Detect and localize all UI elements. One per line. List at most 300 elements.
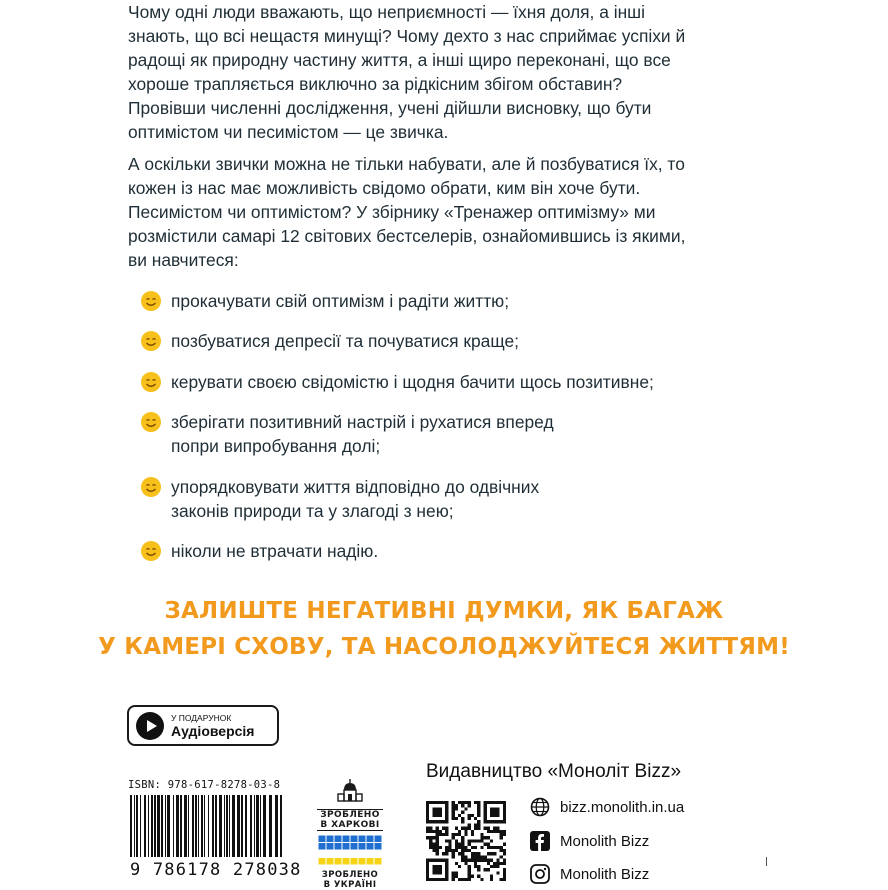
barcode-bar xyxy=(260,795,261,857)
qr-module xyxy=(455,817,458,820)
qr-module xyxy=(436,852,439,855)
qr-module xyxy=(487,852,490,855)
facebook-icon xyxy=(530,831,550,851)
ukraine-flag-icon xyxy=(318,835,382,865)
qr-module xyxy=(461,827,464,830)
qr-module xyxy=(436,814,439,817)
qr-module xyxy=(432,801,435,804)
qr-module xyxy=(503,833,506,836)
qr-module xyxy=(445,846,448,849)
qr-module xyxy=(474,839,477,842)
barcode-bar xyxy=(212,795,214,857)
barcode-digits: 9 786178 278038 xyxy=(130,860,302,880)
qr-module xyxy=(474,852,477,855)
qr-module xyxy=(432,811,435,814)
barcode-bar xyxy=(195,795,197,857)
qr-module xyxy=(493,846,496,849)
qr-module xyxy=(464,878,467,881)
barcode xyxy=(128,795,286,859)
qr-module xyxy=(474,865,477,868)
qr-module xyxy=(461,801,464,804)
qr-module xyxy=(455,839,458,842)
qr-module xyxy=(452,875,455,878)
smiley-icon xyxy=(140,540,162,562)
qr-module xyxy=(487,859,490,862)
qr-module xyxy=(474,823,477,826)
qr-module xyxy=(439,846,442,849)
qr-module xyxy=(487,836,490,839)
qr-module xyxy=(445,830,448,833)
list-item xyxy=(140,539,700,563)
qr-module xyxy=(455,827,458,830)
qr-module xyxy=(445,859,448,862)
flag-blue-cell xyxy=(319,843,326,850)
qr-module xyxy=(490,811,493,814)
qr-module xyxy=(464,859,467,862)
qr-module xyxy=(503,807,506,810)
smiley-icon xyxy=(140,411,162,433)
qr-module xyxy=(484,843,487,846)
qr-module xyxy=(458,830,461,833)
qr-module xyxy=(484,859,487,862)
qr-module xyxy=(487,843,490,846)
qr-module xyxy=(471,839,474,842)
qr-module xyxy=(448,843,451,846)
qr-module xyxy=(474,817,477,820)
qr-module xyxy=(426,859,429,862)
qr-module xyxy=(496,811,499,814)
qr-module xyxy=(452,801,455,804)
barcode-bar xyxy=(224,795,225,857)
qr-module xyxy=(468,814,471,817)
qr-module xyxy=(439,814,442,817)
qr-module xyxy=(503,804,506,807)
qr-module xyxy=(436,871,439,874)
qr-module xyxy=(461,836,464,839)
list-item-text: керувати своєю свідомістю і щодня бачити щось позитивне; xyxy=(171,372,654,392)
qr-module xyxy=(445,875,448,878)
qr-module xyxy=(468,849,471,852)
flag-blue-cell xyxy=(335,843,342,850)
qr-module xyxy=(496,830,499,833)
qr-module xyxy=(426,827,429,830)
qr-module xyxy=(426,811,429,814)
qr-module xyxy=(496,846,499,849)
flag-blue-cell xyxy=(343,836,350,843)
qr-module xyxy=(436,820,439,823)
qr-module xyxy=(471,875,474,878)
barcode-bar xyxy=(154,795,156,857)
qr-module xyxy=(461,820,464,823)
qr-module xyxy=(432,859,435,862)
qr-module xyxy=(458,801,461,804)
qr-module xyxy=(464,849,467,852)
qr-module xyxy=(458,833,461,836)
qr-module xyxy=(474,827,477,830)
globe-icon xyxy=(530,797,550,817)
qr-module xyxy=(490,830,493,833)
qr-module xyxy=(487,827,490,830)
kharkiv-line-2: В ХАРКОВІ xyxy=(320,820,380,830)
barcode-bar xyxy=(140,795,141,857)
qr-module xyxy=(496,801,499,804)
qr-module xyxy=(432,846,435,849)
qr-module xyxy=(503,811,506,814)
qr-module xyxy=(496,827,499,830)
barcode-bar xyxy=(134,795,135,857)
qr-module xyxy=(464,830,467,833)
qr-module xyxy=(464,846,467,849)
qr-module xyxy=(464,855,467,858)
qr-module xyxy=(464,801,467,804)
qr-module xyxy=(500,855,503,858)
qr-module xyxy=(480,833,483,836)
qr-module xyxy=(490,865,493,868)
qr-module xyxy=(458,846,461,849)
list-item-text: ніколи не втрачати надію. xyxy=(171,541,379,561)
flag-blue-cell xyxy=(375,836,382,843)
audio-badge-caption: У ПОДАРУНОК xyxy=(171,712,232,723)
qr-module xyxy=(468,868,471,871)
qr-module xyxy=(445,807,448,810)
qr-module xyxy=(471,814,474,817)
qr-module xyxy=(484,801,487,804)
qr-module xyxy=(426,868,429,871)
qr-module xyxy=(503,862,506,865)
qr-module xyxy=(477,839,480,842)
qr-module xyxy=(461,859,464,862)
qr-module xyxy=(503,852,506,855)
flag-blue-cell xyxy=(359,843,366,850)
isbn: ISBN: 978-617-8278-03-8 xyxy=(128,779,281,791)
qr-module xyxy=(455,875,458,878)
qr-module xyxy=(487,862,490,865)
qr-module xyxy=(480,878,483,881)
smiley-icon xyxy=(140,476,162,498)
qr-module xyxy=(445,865,448,868)
qr-module xyxy=(490,875,493,878)
qr-module xyxy=(493,827,496,830)
qr-module xyxy=(439,807,442,810)
qr-module xyxy=(474,846,477,849)
qr-module xyxy=(442,801,445,804)
audio-badge-title: Аудіоверсія xyxy=(171,722,255,739)
qr-module xyxy=(436,830,439,833)
qr-module xyxy=(484,804,487,807)
qr-module xyxy=(484,868,487,871)
qr-module xyxy=(426,801,429,804)
instagram-label: Monolith Bizz xyxy=(560,865,650,883)
qr-module xyxy=(484,814,487,817)
qr-module xyxy=(496,859,499,862)
qr-module xyxy=(426,814,429,817)
qr-module xyxy=(484,807,487,810)
qr-module xyxy=(432,830,435,833)
qr-module xyxy=(484,836,487,839)
barcode-bar xyxy=(232,795,235,857)
facebook-label: Monolith Bizz xyxy=(560,832,650,850)
barcode-bar xyxy=(180,795,182,857)
qr-module xyxy=(432,814,435,817)
list-item xyxy=(140,289,700,313)
qr-module xyxy=(448,839,451,842)
qr-module xyxy=(426,878,429,881)
qr-module xyxy=(480,846,483,849)
qr-module xyxy=(439,868,442,871)
qr-module xyxy=(445,801,448,804)
qr-module xyxy=(493,865,496,868)
audio-version-badge xyxy=(127,705,279,746)
flag-blue-cell xyxy=(367,836,374,843)
qr-module xyxy=(493,814,496,817)
qr-module xyxy=(452,833,455,836)
qr-module xyxy=(496,820,499,823)
qr-module xyxy=(503,875,506,878)
qr-module xyxy=(500,833,503,836)
qr-module xyxy=(484,820,487,823)
qr-module xyxy=(426,830,429,833)
smiley-icon xyxy=(140,371,162,393)
qr-module xyxy=(436,859,439,862)
qr-module xyxy=(464,807,467,810)
qr-module xyxy=(503,849,506,852)
qr-module xyxy=(480,859,483,862)
qr-module xyxy=(493,811,496,814)
qr-module xyxy=(439,871,442,874)
qr-module xyxy=(439,859,442,862)
list-item-text: позбуватися депресії та почуватися краще; xyxy=(171,331,519,351)
barcode-bar xyxy=(184,795,187,857)
qr-module xyxy=(468,859,471,862)
qr-module xyxy=(496,865,499,868)
qr-module xyxy=(439,865,442,868)
intro-paragraph-1: Чому одні люди вважають, що неприємності — їхня доля, а інші знають, що всі нещастя минущі? Чому дехто з нас сприймає успіхи й радощі як природну частину життя, а інші щиро переконані, що все хороше трапляється виключно за рідкісним збігом обставин? Провівши численні дослідження, учені дійшли висновку, що бути оптимістом чи песимістом — це звичка. xyxy=(128,2,686,142)
qr-module xyxy=(436,868,439,871)
barcode-bar xyxy=(215,795,217,857)
qr-module xyxy=(500,849,503,852)
instagram-link[interactable] xyxy=(530,864,649,884)
qr-module xyxy=(429,827,432,830)
barcode-bar xyxy=(263,795,266,857)
flag-blue-cell xyxy=(367,843,374,850)
barcode-bar xyxy=(151,795,153,857)
barcode-bar xyxy=(241,795,243,857)
qr-module xyxy=(442,833,445,836)
qr-module xyxy=(468,817,471,820)
barcode-bar xyxy=(256,795,259,857)
qr-module xyxy=(436,849,439,852)
barcode-bar xyxy=(161,795,163,857)
qr-module xyxy=(442,827,445,830)
kharkiv-line-1: ЗРОБЛЕНО xyxy=(320,810,380,820)
qr-module xyxy=(432,807,435,810)
qr-module xyxy=(500,830,503,833)
barcode-bar xyxy=(226,795,228,857)
qr-module xyxy=(484,811,487,814)
website-link[interactable] xyxy=(530,797,684,817)
qr-module xyxy=(496,871,499,874)
flag-blue-cell xyxy=(335,836,342,843)
intro-paragraph-2: А оскільки звички можна не тільки набувати, але й позбуватися їх, то кожен із нас має можливість свідомо обрати, ким він хоче бути. Песимістом чи оптимістом? У збірнику «Тренажер оптимізму» ми розмістили самарі 12 світових бестселерів, ознайомившись із якими, ви навчитеся: xyxy=(128,154,686,270)
qr-module xyxy=(432,836,435,839)
barcode-bar xyxy=(208,795,209,857)
qr-module xyxy=(429,843,432,846)
qr-module xyxy=(452,807,455,810)
flag-blue-cell xyxy=(351,843,358,850)
qr-module xyxy=(474,859,477,862)
qr-module xyxy=(477,820,480,823)
instagram-icon xyxy=(530,864,550,884)
qr-module xyxy=(445,839,448,842)
list-item xyxy=(140,410,560,458)
slogan-line-2: У КАМЕРІ СХОВУ, ТА НАСОЛОДЖУЙТЕСЯ ЖИТТЯМ! xyxy=(98,634,790,660)
qr-module xyxy=(458,852,461,855)
qr-module xyxy=(452,849,455,852)
qr-module xyxy=(436,807,439,810)
barcode-bar xyxy=(136,795,138,857)
qr-module xyxy=(490,801,493,804)
barcode-bar xyxy=(144,795,146,857)
qr-module xyxy=(500,846,503,849)
qr-module xyxy=(458,814,461,817)
qr-module xyxy=(445,804,448,807)
qr-module xyxy=(464,862,467,865)
qr-module xyxy=(426,820,429,823)
list-item xyxy=(140,329,700,353)
barcode-bar xyxy=(219,795,222,857)
qr-module xyxy=(468,804,471,807)
qr-module xyxy=(503,820,506,823)
qr-module xyxy=(432,871,435,874)
smiley-icon xyxy=(140,330,162,352)
qr-module xyxy=(426,865,429,868)
qr-module xyxy=(455,871,458,874)
qr-module xyxy=(477,811,480,814)
qr-module xyxy=(468,801,471,804)
qr-module xyxy=(480,836,483,839)
qr-module xyxy=(468,827,471,830)
qr-module xyxy=(500,862,503,865)
qr-module xyxy=(490,807,493,810)
qr-module xyxy=(452,811,455,814)
qr-module xyxy=(503,843,506,846)
qr-module xyxy=(439,833,442,836)
qr-module xyxy=(436,843,439,846)
qr-module xyxy=(432,865,435,868)
qr-module xyxy=(452,817,455,820)
qr-module xyxy=(461,811,464,814)
qr-module xyxy=(436,811,439,814)
list-item-text: упорядковувати життя відповідно до одвічних законів природи та у злагоді з нею; xyxy=(171,477,540,521)
qr-module xyxy=(477,859,480,862)
flag-yellow-cell xyxy=(375,858,382,865)
qr-module xyxy=(429,846,432,849)
qr-module xyxy=(439,878,442,881)
qr-module xyxy=(468,878,471,881)
barcode-bar xyxy=(275,795,278,857)
qr-module xyxy=(445,820,448,823)
qr-module xyxy=(439,820,442,823)
qr-module xyxy=(426,875,429,878)
qr-module xyxy=(503,859,506,862)
qr-code[interactable] xyxy=(426,801,506,881)
qr-module xyxy=(436,878,439,881)
qr-module xyxy=(426,817,429,820)
qr-module xyxy=(452,814,455,817)
qr-module xyxy=(477,804,480,807)
qr-module xyxy=(442,820,445,823)
play-icon xyxy=(136,712,164,740)
qr-module xyxy=(452,852,455,855)
qr-module xyxy=(471,833,474,836)
qr-module xyxy=(503,817,506,820)
qr-module xyxy=(487,846,490,849)
list-item-text: прокачувати свій оптимізм і радіти життю; xyxy=(171,291,510,311)
qr-module xyxy=(436,865,439,868)
qr-module xyxy=(436,833,439,836)
ukraine-line-1: ЗРОБЛЕНО xyxy=(321,870,379,880)
qr-module xyxy=(490,839,493,842)
qr-module xyxy=(445,871,448,874)
flag-blue-cell xyxy=(327,843,334,850)
qr-module xyxy=(442,878,445,881)
qr-module xyxy=(477,875,480,878)
qr-module xyxy=(445,811,448,814)
qr-module xyxy=(484,855,487,858)
barcode-bar xyxy=(173,795,174,857)
qr-module xyxy=(493,830,496,833)
qr-module xyxy=(455,846,458,849)
flag-yellow-cell xyxy=(359,858,366,865)
barcode-bar xyxy=(237,795,240,857)
qr-module xyxy=(468,865,471,868)
barcode-bar xyxy=(245,795,247,857)
qr-module xyxy=(471,855,474,858)
qr-module xyxy=(445,833,448,836)
qr-module xyxy=(452,878,455,881)
qr-module xyxy=(445,817,448,820)
qr-module xyxy=(468,839,471,842)
qr-module xyxy=(464,833,467,836)
facebook-link[interactable] xyxy=(530,831,649,851)
qr-module xyxy=(493,820,496,823)
barcode-bar xyxy=(188,795,189,857)
qr-module xyxy=(468,823,471,826)
made-in-ukraine-stamp xyxy=(318,835,382,890)
qr-module xyxy=(487,830,490,833)
qr-module xyxy=(487,820,490,823)
qr-module xyxy=(500,820,503,823)
barcode-bar xyxy=(130,795,132,857)
qr-module xyxy=(452,804,455,807)
qr-module xyxy=(455,862,458,865)
qr-module xyxy=(426,862,429,865)
qr-module xyxy=(503,830,506,833)
qr-module xyxy=(477,807,480,810)
qr-module xyxy=(458,878,461,881)
flag-yellow-cell xyxy=(351,858,358,865)
qr-module xyxy=(480,839,483,842)
qr-module xyxy=(448,846,451,849)
qr-module xyxy=(432,868,435,871)
qr-module xyxy=(477,865,480,868)
qr-module xyxy=(461,817,464,820)
barcode-bar xyxy=(167,795,170,857)
qr-module xyxy=(426,836,429,839)
qr-module xyxy=(458,865,461,868)
qr-module xyxy=(442,859,445,862)
flag-blue-cell xyxy=(327,836,334,843)
